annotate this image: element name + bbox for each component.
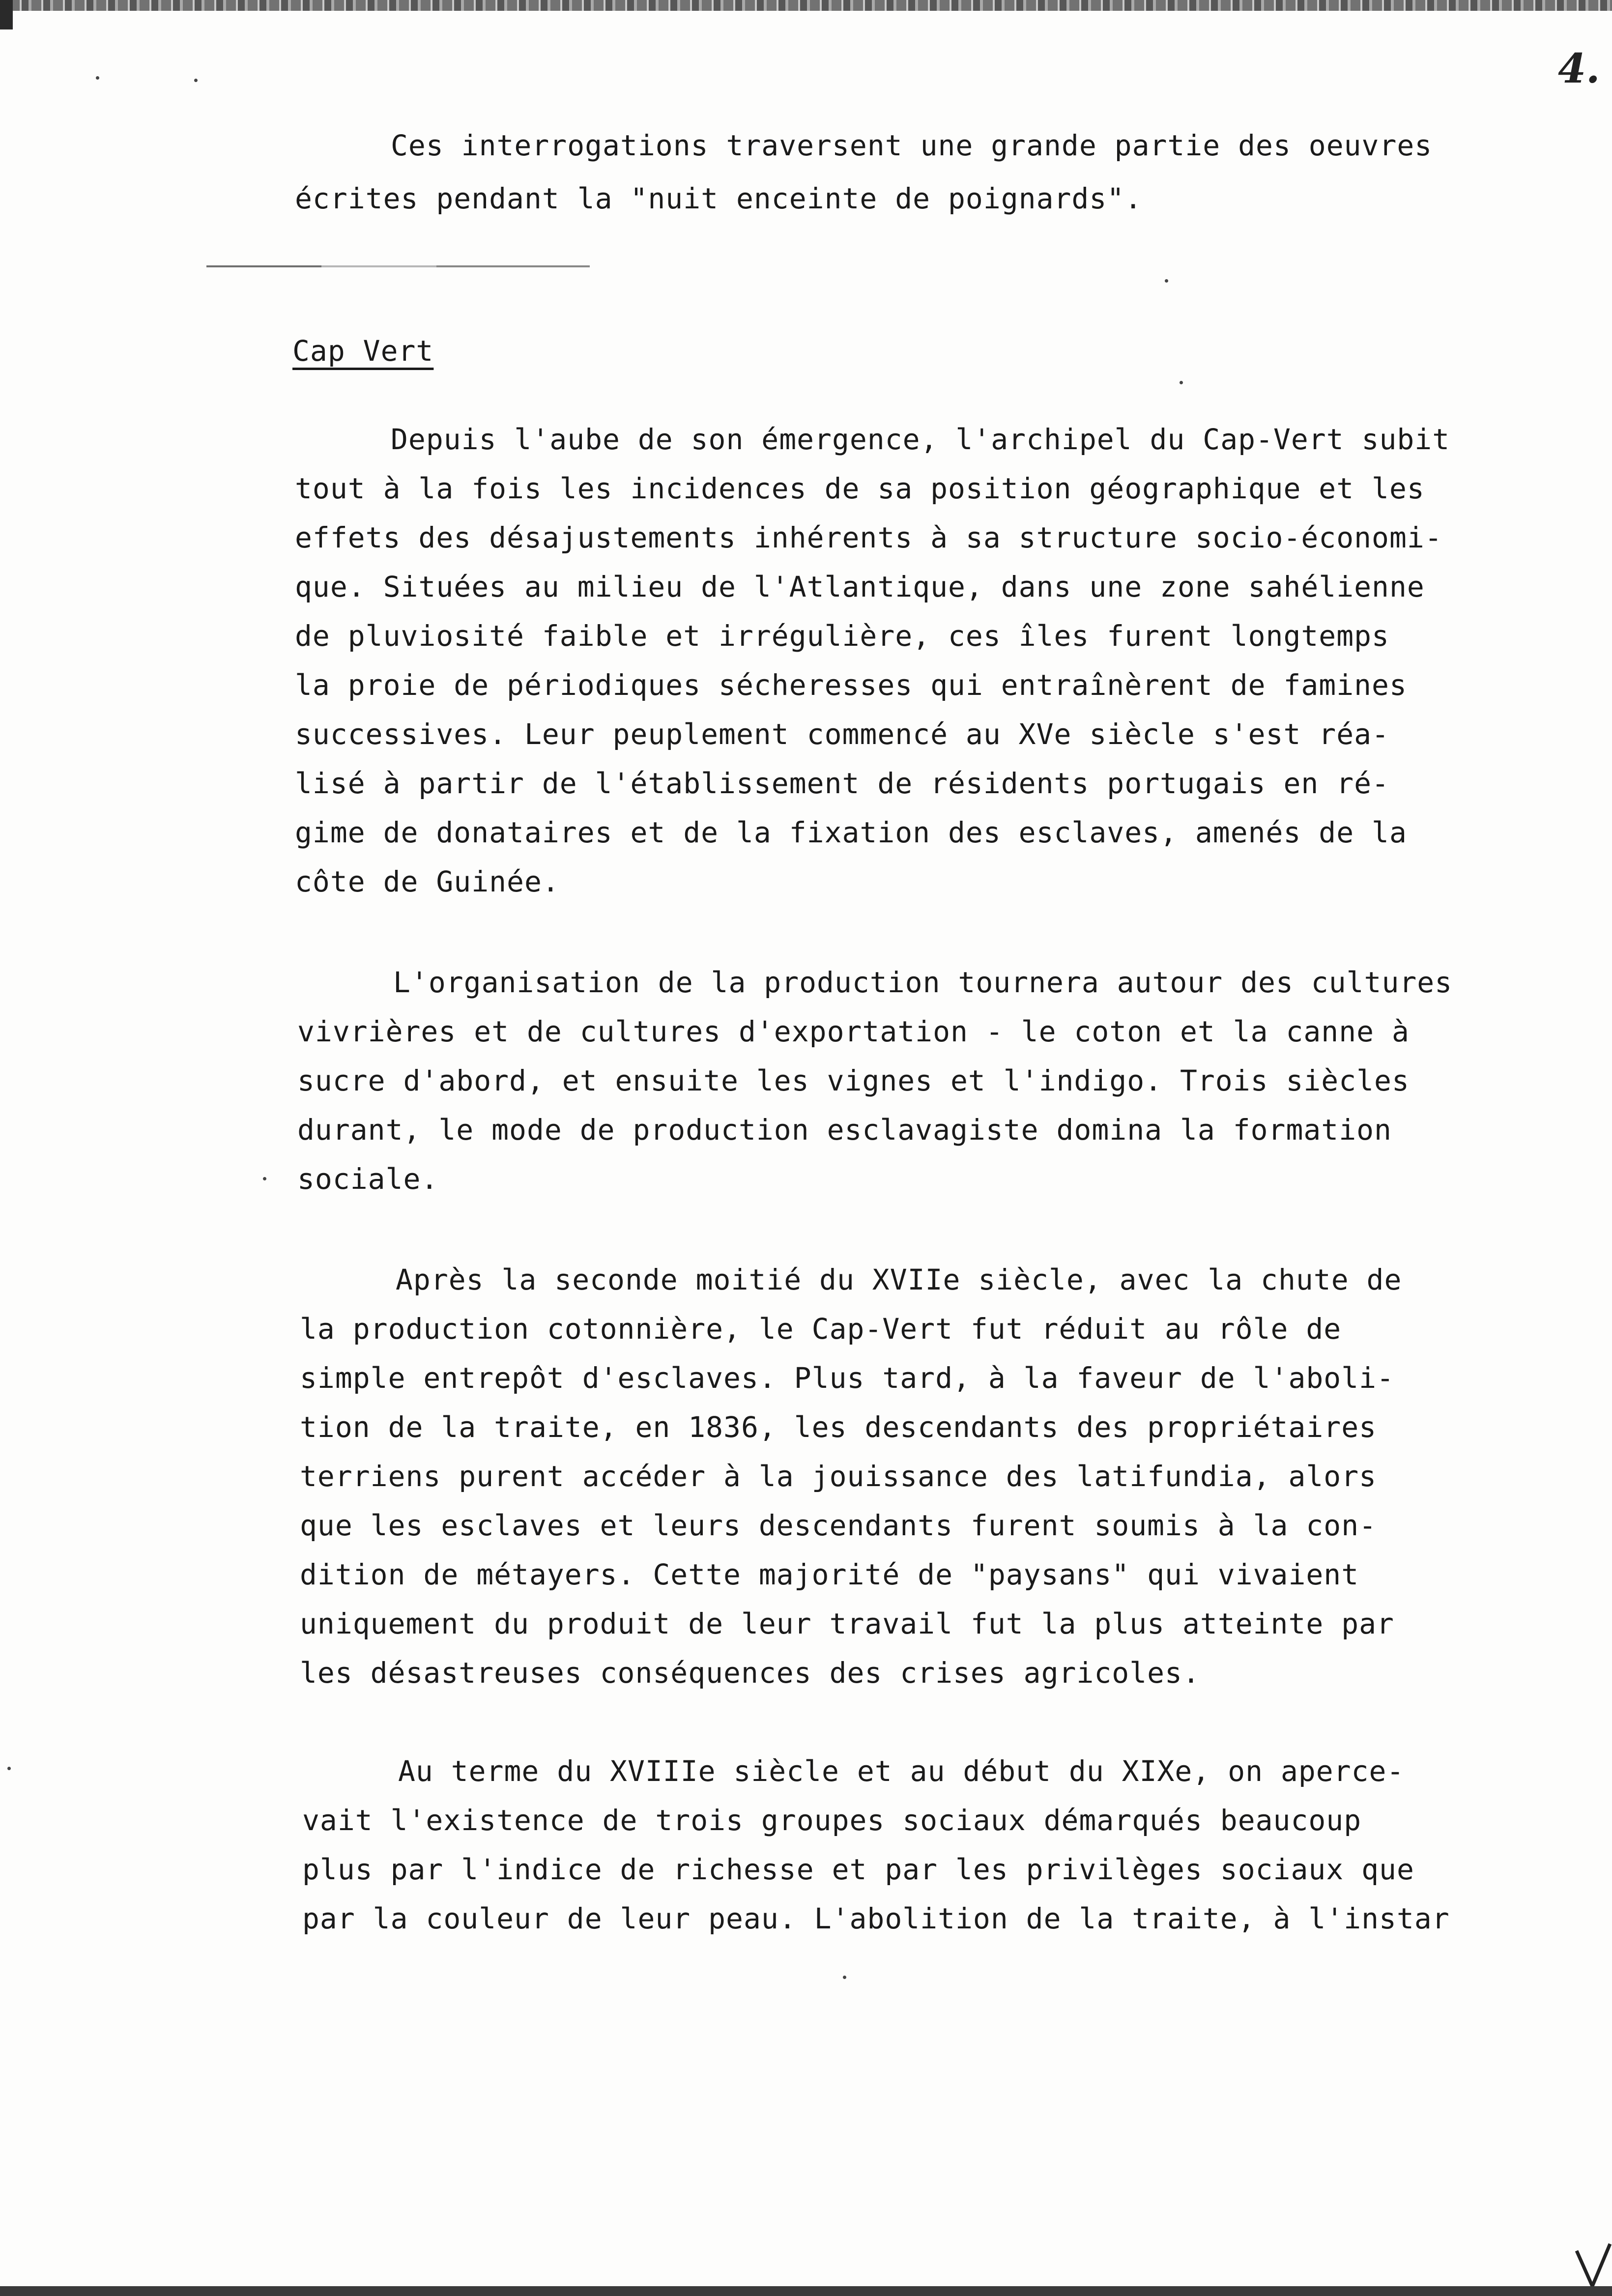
p3-line-6: que les esclaves et leurs descendants furent soumis à la con- xyxy=(300,1509,1377,1542)
scan-speck xyxy=(96,76,99,80)
section-heading: Cap Vert xyxy=(292,334,434,368)
corner-mark xyxy=(1573,2241,1612,2290)
p3-line-2: la production cotonnière, le Cap-Vert fut réduit au rôle de xyxy=(300,1312,1342,1346)
p1-line-7: successives. Leur peuplement commencé au XVe siècle s'est réa- xyxy=(295,718,1389,751)
p2-line-3: sucre d'abord, et ensuite les vignes et l'indigo. Trois siècles xyxy=(297,1064,1410,1097)
scan-bottom-edge xyxy=(0,2286,1612,2296)
p1-line-4: que. Situées au milieu de l'Atlantique, dans une zone sahélienne xyxy=(295,570,1425,603)
scan-speck xyxy=(843,1976,846,1979)
scan-speck xyxy=(194,79,198,82)
scan-speck xyxy=(263,1177,266,1180)
p1-line-5: de pluviosité faible et irrégulière, ces îles furent longtemps xyxy=(295,619,1389,653)
intro-line-2: écrites pendant la "nuit enceinte de poignards". xyxy=(295,182,1143,215)
p2-line-4: durant, le mode de production esclavagiste domina la formation xyxy=(297,1113,1392,1147)
page-number: 4. xyxy=(1558,45,1600,92)
p3-line-4: tion de la traite, en 1836, les descendants des propriétaires xyxy=(300,1410,1377,1444)
p2-line-5: sociale. xyxy=(297,1162,439,1196)
p3-line-7: dition de métayers. Cette majorité de "paysans" qui vivaient xyxy=(300,1558,1359,1591)
p4-line-4: par la couleur de leur peau. L'abolition de la traite, à l'instar xyxy=(302,1902,1450,1935)
p4-line-2: vait l'existence de trois groupes sociaux démarqués beaucoup xyxy=(302,1804,1362,1837)
p3-line-8: uniquement du produit de leur travail fut la plus atteinte par xyxy=(300,1607,1394,1640)
p1-line-1: Depuis l'aube de son émergence, l'archipel du Cap-Vert subit xyxy=(391,423,1450,456)
paragraph-3 xyxy=(300,1263,1402,1690)
p1-line-9: gime de donataires et de la fixation des esclaves, amenés de la xyxy=(295,816,1407,849)
scan-left-mark xyxy=(0,0,13,29)
scan-speck xyxy=(7,1767,11,1770)
paragraph-1 xyxy=(295,423,1450,898)
p2-line-2: vivrières et de cultures d'exportation - le coton et la canne à xyxy=(297,1015,1410,1048)
p1-line-3: effets des désajustements inhérents à sa structure socio-économi- xyxy=(295,521,1442,554)
p3-line-1: Après la seconde moitié du XVIIe siècle, avec la chute de xyxy=(396,1263,1402,1296)
p3-line-3: simple entrepôt d'esclaves. Plus tard, à la faveur de l'aboli- xyxy=(300,1361,1394,1395)
intro-line-1: Ces interrogations traversent une grande partie des oeuvres xyxy=(391,129,1433,162)
separator-rule xyxy=(206,265,590,267)
scan-top-edge xyxy=(0,0,1612,11)
p3-line-5: terriens purent accéder à la jouissance des latifundia, alors xyxy=(300,1460,1377,1493)
intro-paragraph xyxy=(295,129,1433,262)
p3-line-9: les désastreuses conséquences des crises agricoles. xyxy=(300,1656,1200,1690)
p1-line-2: tout à la fois les incidences de sa position géographique et les xyxy=(295,472,1425,505)
scan-speck xyxy=(1180,381,1183,384)
p2-line-1: L'organisation de la production tournera autour des cultures xyxy=(393,966,1453,999)
p4-line-1: Au terme du XVIIIe siècle et au début du XIXe, on aperce- xyxy=(398,1754,1405,1788)
p4-line-3: plus par l'indice de richesse et par les privilèges sociaux que xyxy=(302,1853,1414,1886)
p1-line-6: la proie de périodiques sécheresses qui entraînèrent de famines xyxy=(295,668,1407,702)
p1-line-8: lisé à partir de l'établissement de résidents portugais en ré- xyxy=(295,767,1389,800)
paragraph-4 xyxy=(302,1754,1450,1955)
scan-speck xyxy=(1165,279,1168,283)
p1-line-10: côte de Guinée. xyxy=(295,865,560,898)
paragraph-2 xyxy=(297,966,1453,1200)
